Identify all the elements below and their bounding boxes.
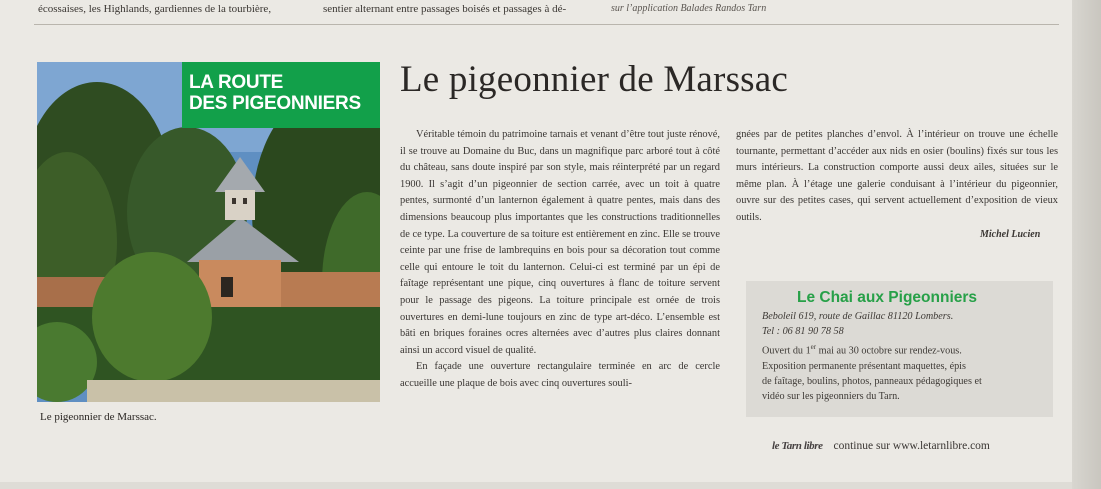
photo-caption: Le pigeonnier de Marssac.: [40, 411, 157, 423]
strip-text-3: sur l’application Balades Randos Tarn: [611, 3, 767, 14]
article-column-1: [400, 127, 720, 393]
strip-text-2: sentier alternant entre passages boisés et passages à dé-: [323, 3, 567, 15]
page-edge: [1072, 0, 1101, 489]
strip-text-1: écossaises, les Highlands, gardiennes de la tourbière,: [38, 3, 272, 15]
info-line-b: de faîtage, boulins, photos, panneaux pédagogiques et: [762, 376, 982, 388]
info-hours: [762, 340, 1048, 359]
info-box-title: Le Chai aux Pigeonniers: [797, 289, 978, 306]
author-signature: Michel Lucien: [980, 229, 1041, 240]
info-phone: Tel : 06 81 90 78 58: [762, 326, 844, 338]
info-hours-sup: er: [810, 342, 817, 351]
section-banner: [182, 62, 380, 128]
banner-line-2: DES PIGEONNIERS: [189, 93, 361, 114]
section-divider: [34, 24, 1059, 25]
article-title: Le pigeonnier de Marssac: [400, 59, 789, 100]
article-paragraph-1: Véritable témoin du patrimoine tarnais et venant d’être tout juste rénové, il se trouve au Domaine du Buc, dans un magnifique parc arboré tout à côté du château, sans doute inspiré par son style, mais réinterprété par un regard 1900. Il s’agit d’un pigeonnier de section carrée, avec un toit à quatre pentes, surmonté d’un lanternon également à quatre pentes, mais dans des dimensions beaucoup plus importantes que les constructions traditionnelles de ce type. La couverture de sa toiture est entièrement en zinc. Elle se trouve ceinte par une frise de lambrequins en bois pour sa décoration tout comme celle qui entoure le toit du lanternon. Celui-ci est terminé par un épi de faîtage représentant une pique, cinq ouvertures à flanc de toiture servent pour le passage des pigeons. La toiture principale est ornée de trois ouvertures en demi-lune toujours en zinc de type art-déco. L’ensemble est bâti en briques foraines ocres alternées avec d’autres plus claires donnant ainsi un accord visuel de qualité.: [400, 129, 720, 356]
article-column-2: [736, 127, 1058, 227]
info-line-c: vidéo sur les pigeonniers du Tarn.: [762, 391, 900, 403]
footer-continue: [772, 440, 990, 452]
article-paragraph-2: En façade une ouverture rectangulaire terminée en arc de cercle accueille une plaque de bois avec cinq ouvertures souli-: [400, 361, 720, 389]
info-line-a: Exposition permanente présentant maquettes, épis: [762, 360, 966, 372]
info-box-body: [762, 309, 1048, 405]
previous-article-strip: [0, 0, 1072, 22]
article-paragraph-3: gnées par de petites planches d’envol. À l’intérieur on trouve une échelle tournante, permettant d’accéder aux nids en osier (boulins) fixés sur tous les murs intérieurs. La construction comporte aussi deux ailes, situées sur le même plan. À l’étage une galerie conduisant à l’intérieur du pigeonnier, ouvre sur des petites cases, qui servent actuellement d’exposition de vieux outils.: [736, 129, 1058, 223]
newspaper-logo: le Tarn libre: [772, 440, 823, 452]
info-address: Beboleil 619, route de Gaillac 81120 Lombers.: [762, 311, 954, 322]
banner-line-1: LA ROUTE: [189, 72, 284, 93]
info-hours-pre: Ouvert du 1: [762, 345, 811, 357]
info-hours-post: mai au 30 octobre sur rendez-vous.: [816, 345, 962, 357]
footer-link-text[interactable]: continue sur www.letarnlibre.com: [833, 440, 990, 452]
